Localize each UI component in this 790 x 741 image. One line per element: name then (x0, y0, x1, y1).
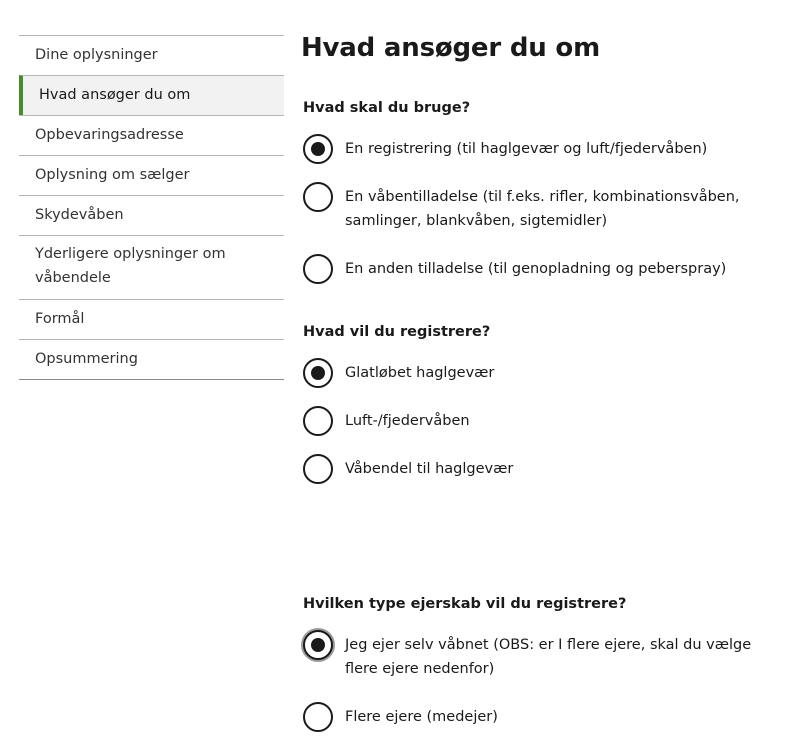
sidebar-item-skydevaaben[interactable] (19, 195, 284, 235)
radio-button[interactable] (303, 406, 333, 436)
radio-dot-icon (311, 142, 325, 156)
radio-option-luft-fjedervaaben[interactable] (303, 406, 763, 440)
radio-button[interactable] (303, 134, 333, 164)
radio-option-vaabendel-haglgevaer[interactable] (303, 454, 763, 488)
radio-option-anden-tilladelse[interactable] (303, 254, 763, 288)
sidebar-item-oplysning-om-saelger[interactable] (19, 155, 284, 195)
sidebar-item-label: Dine oplysninger (35, 47, 158, 63)
radio-option-label: Glatløbet haglgevær (345, 365, 495, 381)
radio-option-label: En våbentilladelse (til f.eks. rifler, kombinationsvåben, samlinger, blankvåben, sigtemidler) (345, 189, 740, 229)
sidebar-item-label: Oplysning om sælger (35, 167, 190, 183)
radio-option-label: En anden tilladelse (til genopladning og peberspray) (345, 261, 727, 277)
radio-option-label: En registrering (til haglgevær og luft/fjedervåben) (345, 141, 708, 157)
sidebar-item-label: Yderligere oplysninger om våbendele (35, 246, 226, 286)
radio-option-registrering[interactable] (303, 134, 763, 168)
sidebar-item-hvad-ansoger-du-om[interactable] (19, 75, 284, 115)
radio-button[interactable] (303, 702, 333, 732)
sidebar-item-dine-oplysninger[interactable] (19, 35, 284, 75)
sidebar-item-label: Hvad ansøger du om (39, 87, 191, 103)
sidebar-item-opbevaringsadresse[interactable] (19, 115, 284, 155)
radio-button[interactable] (303, 454, 333, 484)
radio-button[interactable] (303, 630, 333, 660)
page-title: Hvad ansøger du om (301, 33, 600, 63)
sidebar-item-opsummering[interactable] (19, 339, 284, 379)
radio-option-label: Luft-/fjedervåben (345, 413, 470, 429)
radio-button[interactable] (303, 182, 333, 212)
radio-option-flere-ejere[interactable] (303, 702, 763, 736)
radio-option-vaabentilladelse[interactable] (303, 182, 763, 234)
radio-option-ejer-selv[interactable] (303, 630, 763, 682)
sidebar-nav (19, 35, 284, 380)
sidebar-item-label: Opsummering (35, 351, 138, 367)
radio-button[interactable] (303, 358, 333, 388)
sidebar-divider (19, 379, 284, 380)
sidebar-item-label: Formål (35, 311, 85, 327)
sidebar-item-label: Opbevaringsadresse (35, 127, 184, 143)
radio-dot-icon (311, 638, 325, 652)
question-label-ownership: Hvilken type ejerskab vil du registrere? (303, 596, 627, 612)
radio-option-glatlobet-haglgevaer[interactable] (303, 358, 763, 392)
question-label-register-what: Hvad vil du registrere? (303, 324, 491, 340)
sidebar-item-formaal[interactable] (19, 299, 284, 339)
radio-option-label: Jeg ejer selv våbnet (OBS: er I flere ejere, skal du vælge flere ejere nedenfor) (345, 637, 752, 677)
sidebar-item-label: Skydevåben (35, 207, 124, 223)
radio-button[interactable] (303, 254, 333, 284)
radio-option-label: Våbendel til haglgevær (345, 461, 514, 477)
question-label-purpose: Hvad skal du bruge? (303, 100, 471, 116)
radio-dot-icon (311, 366, 325, 380)
sidebar-item-yderligere-oplysninger[interactable] (19, 235, 284, 299)
radio-option-label: Flere ejere (medejer) (345, 709, 498, 725)
